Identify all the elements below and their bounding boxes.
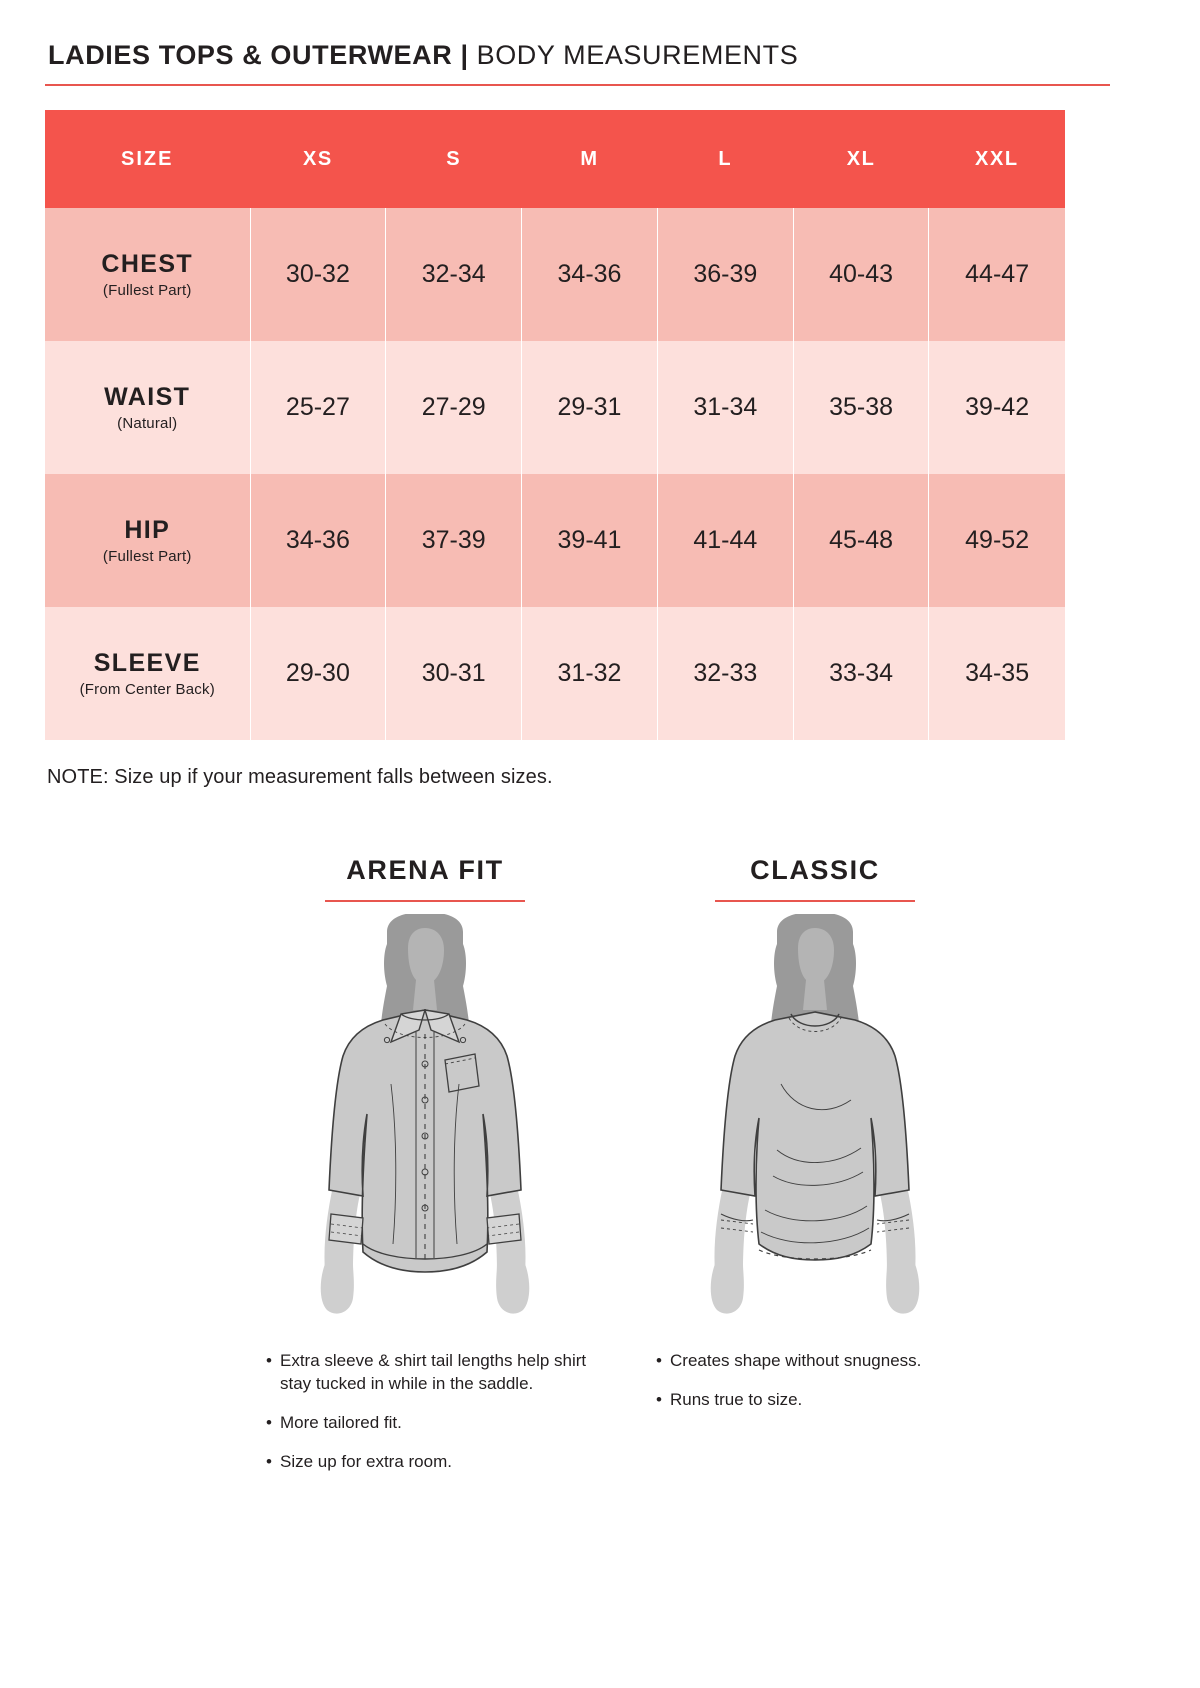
row-label-waist: WAIST (Natural) <box>45 341 250 474</box>
list-item: • Size up for extra room. <box>266 1451 600 1474</box>
table-header-row <box>45 110 1065 208</box>
table-row <box>45 341 1065 474</box>
cell-sleeve-xs: 29-30 <box>250 607 386 740</box>
cell-chest-xl: 40-43 <box>793 208 929 341</box>
cell-sleeve-xl: 33-34 <box>793 607 929 740</box>
page-title <box>45 40 1155 71</box>
cell-sleeve-xxl: 34-35 <box>929 607 1065 740</box>
sizing-note: NOTE: Size up if your measurement falls between sizes. <box>47 766 553 788</box>
table-row <box>45 607 1065 740</box>
body-measurements-table <box>45 110 1065 740</box>
row-label-hip: HIP (Fullest Part) <box>45 474 250 607</box>
bullet-icon: • <box>266 1412 272 1432</box>
cell-chest-xxl: 44-47 <box>929 208 1065 341</box>
fit-title-arena: ARENA FIT <box>346 855 504 885</box>
row-label-chest: CHEST (Fullest Part) <box>45 208 250 341</box>
fit-divider-arena <box>325 900 525 902</box>
column-header-size: SIZE <box>45 110 250 208</box>
column-header-l: L <box>657 110 793 208</box>
cell-hip-s: 37-39 <box>386 474 522 607</box>
classic-fit-bullets <box>640 1350 990 1412</box>
fit-comparison <box>45 855 1155 1490</box>
cell-sleeve-s: 30-31 <box>386 607 522 740</box>
cell-sleeve-m: 31-32 <box>522 607 658 740</box>
fit-title-classic: CLASSIC <box>750 855 880 885</box>
cell-waist-l: 31-34 <box>657 341 793 474</box>
cell-chest-m: 34-36 <box>522 208 658 341</box>
arena-fit-illustration <box>250 914 600 1344</box>
bullet-icon: • <box>656 1389 662 1409</box>
cell-waist-s: 27-29 <box>386 341 522 474</box>
page-title-secondary: BODY MEASUREMENTS <box>476 40 799 70</box>
cell-hip-l: 41-44 <box>657 474 793 607</box>
cell-sleeve-l: 32-33 <box>657 607 793 740</box>
column-header-s: S <box>386 110 522 208</box>
list-item: • More tailored fit. <box>266 1412 600 1435</box>
cell-chest-xs: 30-32 <box>250 208 386 341</box>
cell-chest-l: 36-39 <box>657 208 793 341</box>
cell-hip-xs: 34-36 <box>250 474 386 607</box>
list-item: • Creates shape without snugness. <box>656 1350 990 1373</box>
column-header-xl: XL <box>793 110 929 208</box>
fit-divider-classic <box>715 900 915 902</box>
cell-hip-xl: 45-48 <box>793 474 929 607</box>
cell-hip-xxl: 49-52 <box>929 474 1065 607</box>
column-header-m: M <box>522 110 658 208</box>
cell-hip-m: 39-41 <box>522 474 658 607</box>
list-item: • Runs true to size. <box>656 1389 990 1412</box>
fit-column-classic <box>640 855 990 1490</box>
bullet-icon: • <box>656 1351 662 1370</box>
cell-waist-m: 29-31 <box>522 341 658 474</box>
bullet-icon: • <box>266 1351 272 1370</box>
page-title-primary: LADIES TOPS & OUTERWEAR | <box>48 40 469 70</box>
column-header-xxl: XXL <box>929 110 1065 208</box>
header-divider <box>45 84 1110 86</box>
row-label-sleeve: SLEEVE (From Center Back) <box>45 607 250 740</box>
list-item: • Extra sleeve & shirt tail lengths help shirt stay tucked in while in the saddle. <box>266 1350 600 1396</box>
bullet-icon: • <box>266 1451 272 1471</box>
arena-fit-bullets <box>250 1350 600 1474</box>
column-header-xs: XS <box>250 110 386 208</box>
cell-chest-s: 32-34 <box>386 208 522 341</box>
cell-waist-xl: 35-38 <box>793 341 929 474</box>
fit-column-arena <box>250 855 600 1490</box>
cell-waist-xxl: 39-42 <box>929 341 1065 474</box>
table-row <box>45 474 1065 607</box>
cell-waist-xs: 25-27 <box>250 341 386 474</box>
classic-fit-illustration <box>640 914 990 1344</box>
table-row <box>45 208 1065 341</box>
